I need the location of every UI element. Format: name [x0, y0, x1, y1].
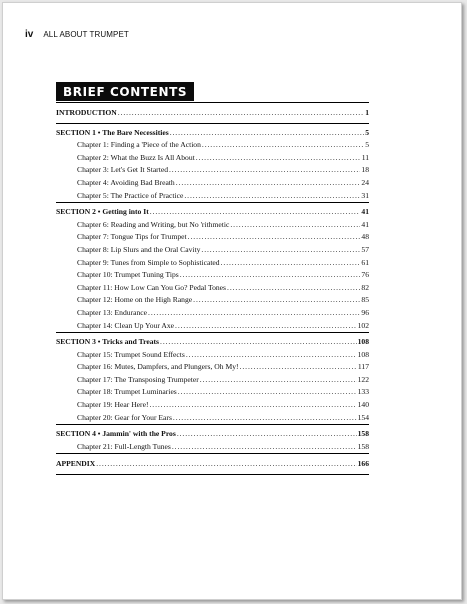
toc-section-1 [56, 123, 369, 203]
entry-title: Chapter 15: Trumpet Sound Effects [77, 349, 185, 359]
chapter-entry[interactable] [56, 294, 369, 307]
chapter-entry[interactable] [56, 139, 369, 152]
entry-title: Chapter 11: How Low Can You Go? Pedal Tones [77, 282, 227, 292]
entry-page: 158 [357, 441, 369, 451]
chapter-entry[interactable] [56, 152, 369, 165]
dot-leader [230, 219, 360, 232]
entry-page: 61 [361, 257, 369, 267]
entry-title: Chapter 16: Mutes, Dampfers, and Plungers, Oh My! [77, 362, 239, 372]
entry-page: 76 [361, 270, 369, 280]
entry-page: 41 [361, 219, 369, 229]
entry-page: 41 [361, 207, 369, 217]
dot-leader [201, 244, 360, 257]
chapter-entry[interactable] [56, 282, 369, 295]
dot-leader [196, 152, 361, 165]
chapter-entry[interactable] [56, 244, 369, 257]
dot-leader [186, 349, 357, 362]
entry-title: Chapter 8: Lip Slurs and the Oral Cavity [77, 244, 201, 254]
chapter-entry[interactable] [56, 374, 369, 387]
entry-page: 5 [365, 140, 369, 150]
dot-leader [240, 361, 357, 374]
dot-leader [96, 458, 356, 471]
dot-leader [150, 206, 361, 219]
chapter-entry[interactable] [56, 307, 369, 320]
entry-title: Chapter 14: Clean Up Your Axe [77, 320, 175, 330]
dot-leader [180, 269, 361, 282]
page-number: iv [25, 29, 34, 40]
book-page [2, 2, 462, 600]
entry-title: Chapter 4: Avoiding Bad Breath [77, 177, 175, 187]
entry-page: 31 [361, 190, 369, 200]
entry-title: Chapter 5: The Practice of Practice [77, 190, 184, 200]
entry-title: Chapter 6: Reading and Writing, but No 'rithmetic [77, 219, 230, 229]
toc-section-4 [56, 424, 369, 453]
entry-page: 166 [357, 459, 369, 469]
entry-page: 140 [357, 400, 369, 410]
chapter-entry[interactable] [56, 219, 369, 232]
entry-page: 108 [357, 349, 369, 359]
entry-page: 18 [361, 165, 369, 175]
book-title: ALL ABOUT TRUMPET [43, 30, 129, 39]
chapter-entry[interactable] [56, 386, 369, 399]
chapter-entry[interactable] [56, 361, 369, 374]
entry-page: 1 [365, 108, 369, 117]
chapter-entry[interactable] [56, 257, 369, 270]
dot-leader [221, 257, 361, 270]
entry-page: 102 [357, 320, 369, 330]
entry-title: Chapter 9: Tunes from Simple to Sophisticated [77, 257, 220, 267]
entry-page: 85 [361, 295, 369, 305]
entry-page: 154 [357, 412, 369, 422]
chapter-entry[interactable] [56, 441, 369, 454]
chapter-entry[interactable] [56, 177, 369, 190]
dot-leader [169, 164, 360, 177]
entry-title: SECTION 4 • Jammin' with the Pros [56, 429, 176, 439]
entry-title: Chapter 21: Full-Length Tunes [77, 441, 171, 451]
dot-leader [170, 127, 365, 140]
chapter-entry[interactable] [56, 399, 369, 412]
entry-title: Chapter 3: Let's Get It Started [77, 165, 168, 175]
entry-page: 158 [357, 429, 369, 439]
dot-leader [200, 374, 357, 387]
entry-title: INTRODUCTION [56, 108, 117, 117]
toc-appendix-block [56, 453, 369, 475]
entry-title: Chapter 12: Home on the High Range [77, 295, 193, 305]
entry-page: 48 [361, 232, 369, 242]
entry-title: Chapter 18: Trumpet Luminaries [77, 387, 177, 397]
entry-title: Chapter 19: Hear Here! [77, 400, 149, 410]
entry-page: 11 [361, 152, 369, 162]
entry-title: SECTION 1 • The Bare Necessities [56, 127, 169, 137]
toc-section-3 [56, 332, 369, 424]
section-heading[interactable] [56, 425, 369, 441]
entry-page: 133 [357, 387, 369, 397]
entry-page: 117 [357, 362, 369, 372]
entry-title: SECTION 3 • Tricks and Treats [56, 337, 160, 347]
dot-leader [118, 107, 364, 120]
toc-section-2 [56, 202, 369, 332]
entry-title: Chapter 17: The Transposing Trumpeter [77, 374, 199, 384]
chapter-entry[interactable] [56, 231, 369, 244]
section-heading[interactable] [56, 124, 369, 140]
toc-introduction-block [56, 102, 369, 123]
chapter-entry[interactable] [56, 320, 369, 333]
dot-leader [149, 399, 356, 412]
chapter-entry[interactable] [56, 269, 369, 282]
entry-page: 122 [357, 374, 369, 384]
dot-leader [178, 386, 357, 399]
entry-title: Chapter 13: Endurance [77, 307, 148, 317]
entry-title: Chapter 10: Trumpet Tuning Tips [77, 270, 179, 280]
entry-page: 108 [357, 337, 369, 347]
entry-title: Chapter 1: Finding a 'Piece of the Action [77, 140, 201, 150]
entry-page: 96 [361, 307, 369, 317]
dot-leader [172, 441, 357, 454]
entry-title: APPENDIX [56, 459, 96, 469]
dot-leader [202, 139, 364, 152]
dot-leader [175, 320, 357, 333]
section-heading[interactable] [56, 203, 369, 219]
dot-leader [173, 412, 357, 425]
entry-title: SECTION 2 • Getting into It [56, 207, 149, 217]
dot-leader [188, 231, 361, 244]
dot-leader [176, 177, 361, 190]
running-head [25, 29, 129, 40]
chapter-entry[interactable] [56, 412, 369, 425]
section-heading[interactable] [56, 333, 369, 349]
toc-appendix[interactable] [56, 454, 369, 474]
entry-page: 82 [361, 282, 369, 292]
entry-page: 57 [361, 244, 369, 254]
dot-leader [160, 336, 357, 349]
entry-page: 5 [365, 127, 369, 137]
entry-title: Chapter 2: What the Buzz Is All About [77, 152, 195, 162]
chapter-entry[interactable] [56, 190, 369, 203]
brief-contents-banner: BRIEF CONTENTS [56, 82, 194, 101]
toc-introduction[interactable] [56, 103, 369, 123]
dot-leader [148, 307, 360, 320]
entry-page: 24 [361, 177, 369, 187]
dot-leader [177, 428, 357, 441]
dot-leader [193, 294, 360, 307]
chapter-entry[interactable] [56, 349, 369, 362]
chapter-entry[interactable] [56, 164, 369, 177]
dot-leader [227, 282, 360, 295]
dot-leader [184, 190, 360, 203]
table-of-contents [56, 102, 369, 475]
entry-title: Chapter 7: Tongue Tips for Trumpet [77, 232, 187, 242]
entry-title: Chapter 20: Gear for Your Ears [77, 412, 172, 422]
